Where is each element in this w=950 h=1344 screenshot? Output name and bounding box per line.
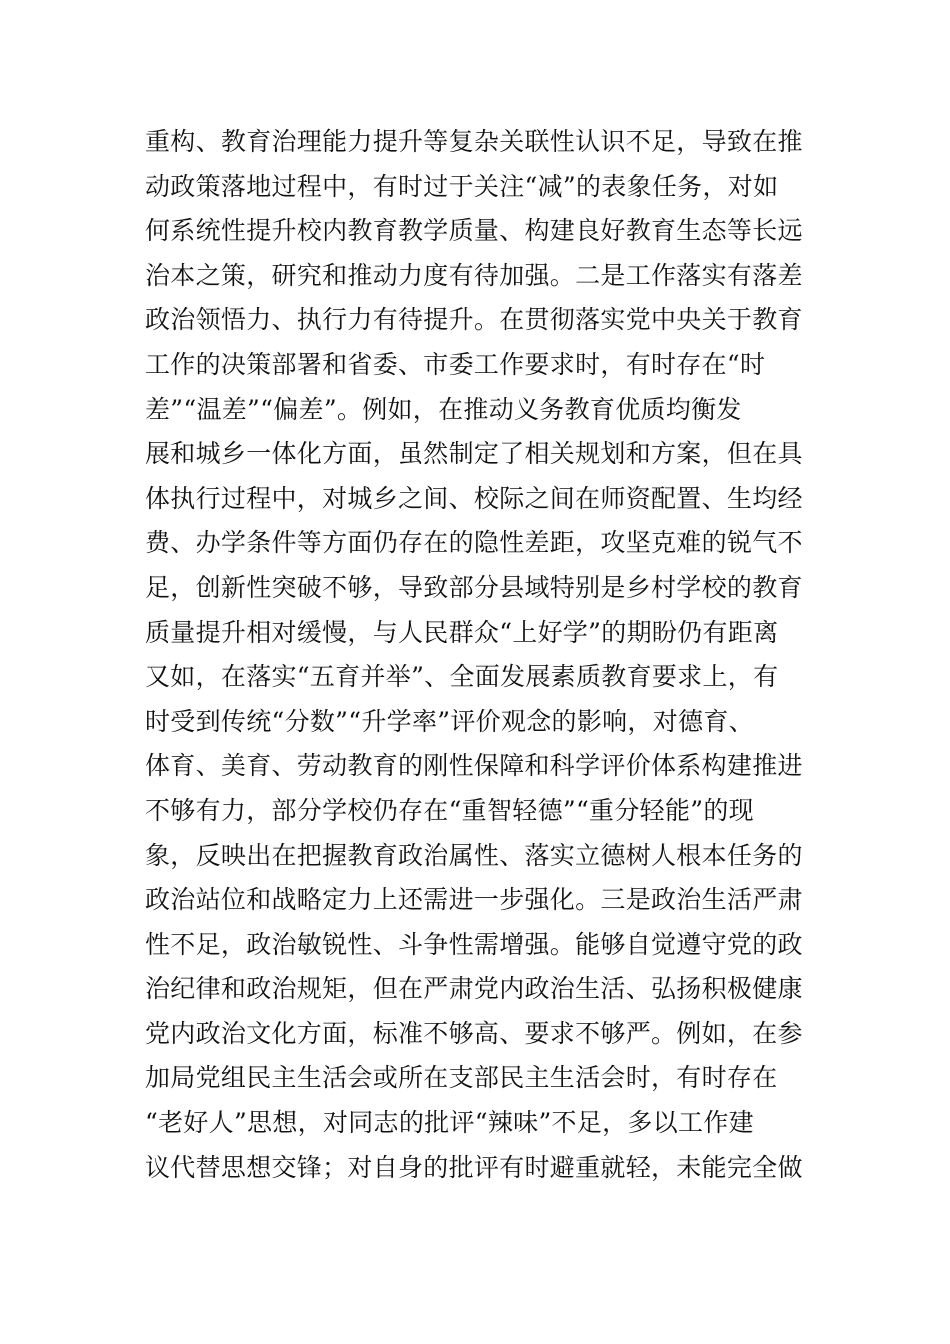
text-line: 象，反映出在把握教育政治属性、落实立德树人根本任务的 — [145, 840, 803, 870]
text-line: “老好人”思想，对同志的批评“辣味”不足，多以工作建 — [145, 1108, 754, 1138]
text-line: 费、办学条件等方面仍存在的隐性差距，攻坚克难的锐气不 — [145, 528, 803, 558]
text-line: 动政策落地过程中，有时过于关注“减”的表象任务，对如 — [145, 171, 779, 201]
text-line: 展和城乡一体化方面，虽然制定了相关规划和方案，但在具 — [145, 439, 803, 469]
text-line: 治纪律和政治规矩，但在严肃党内政治生活、弘扬积极健康 — [145, 974, 803, 1004]
body-text — [145, 120, 815, 1190]
text-line: 加局党组民主生活会或所在支部民主生活会时，有时存在 — [145, 1063, 778, 1093]
text-line: 治本之策，研究和推动力度有待加强。二是工作落实有落差 — [145, 260, 803, 290]
text-line: 议代替思想交锋；对自身的批评有时避重就轻，未能完全做 — [145, 1152, 803, 1182]
text-line: 工作的决策部署和省委、市委工作要求时，有时存在“时 — [145, 349, 766, 379]
text-line: 质量提升相对缓慢，与人民群众“上好学”的期盼仍有距离 — [145, 617, 779, 647]
text-line: 政治领悟力、执行力有待提升。在贯彻落实党中央关于教育 — [145, 305, 803, 335]
text-line: 政治站位和战略定力上还需进一步强化。三是政治生活严肃 — [145, 885, 803, 915]
text-line: 重构、教育治理能力提升等复杂关联性认识不足，导致在推 — [145, 127, 803, 156]
text-line: 何系统性提升校内教育教学质量、构建良好教育生态等长远 — [145, 216, 803, 246]
text-line: 体执行过程中，对城乡之间、校际之间在师资配置、生均经 — [145, 483, 803, 513]
text-line: 足，创新性突破不够，导致部分县域特别是乡村学校的教育 — [145, 572, 803, 602]
text-line: 时受到传统“分数”“升学率”评价观念的影响，对德育、 — [145, 706, 754, 736]
text-line: 党内政治文化方面，标准不够高、要求不够严。例如，在参 — [145, 1018, 803, 1048]
text-line: 体育、美育、劳动教育的刚性保障和科学评价体系构建推进 — [145, 751, 803, 781]
text-line: 性不足，政治敏锐性、斗争性需增强。能够自觉遵守党的政 — [145, 929, 803, 959]
text-line: 又如，在落实“五育并举”、全面发展素质教育要求上，有 — [145, 662, 779, 692]
text-line: 不够有力，部分学校仍存在“重智轻德”“重分轻能”的现 — [145, 795, 754, 825]
text-line: 差”“温差”“偏差”。例如，在推动义务教育优质均衡发 — [145, 394, 742, 424]
